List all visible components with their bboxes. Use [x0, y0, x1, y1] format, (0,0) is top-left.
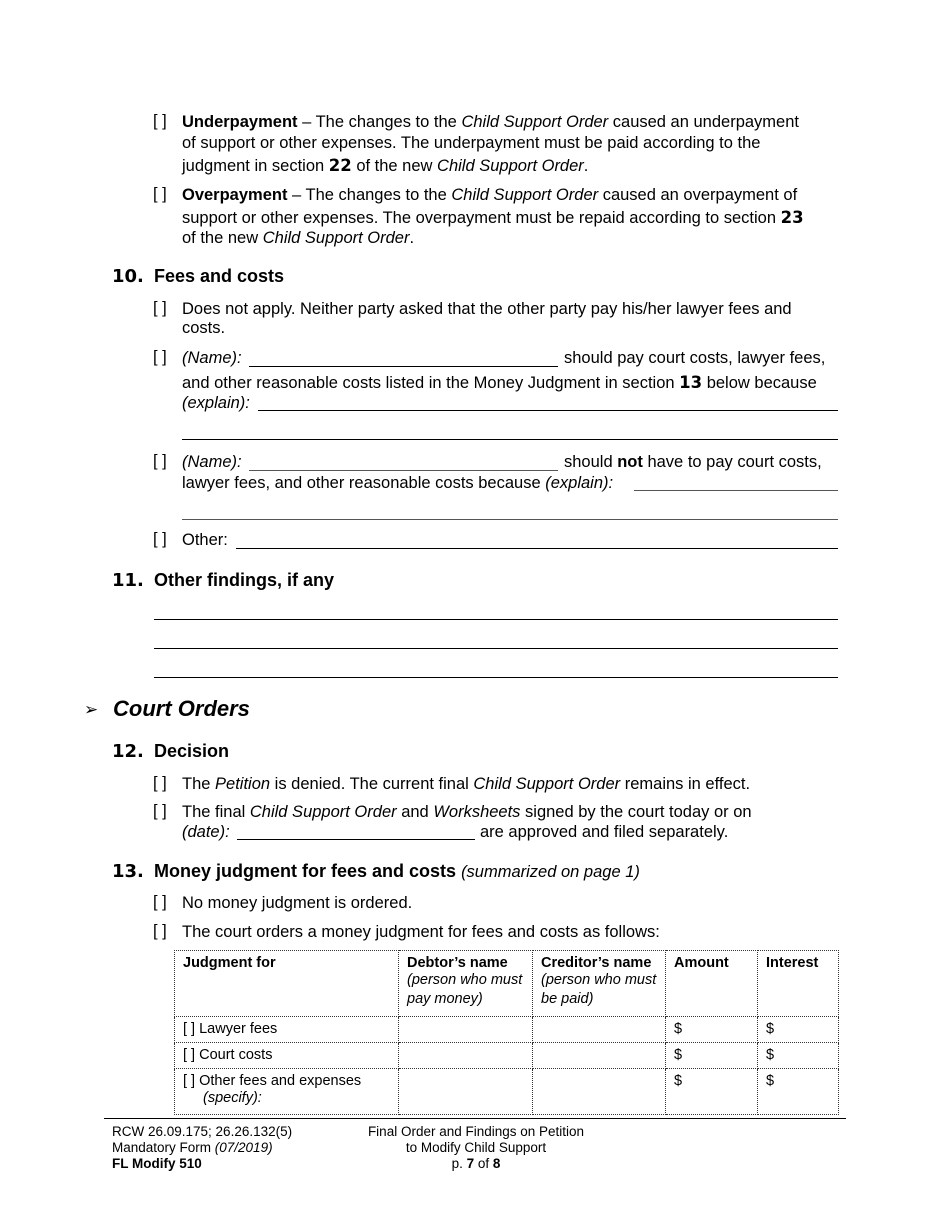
fees-should-pay-checkbox[interactable]: [ ]	[153, 348, 167, 366]
petition-denied-text: The Petition is denied. The current final Child Support Order remains in effect.	[182, 775, 751, 793]
petition-denied-checkbox[interactable]: [ ]	[153, 774, 167, 792]
section-10-number: 10.	[112, 266, 144, 287]
footer-left	[112, 1124, 292, 1172]
fees-not-apply-checkbox[interactable]: [ ]	[153, 299, 167, 317]
fees-not-pay-line-2: lawyer fees, and other reasonable costs because (explain):	[182, 474, 614, 492]
footer-divider	[104, 1118, 846, 1119]
fees-should-pay-explain-field[interactable]	[258, 410, 838, 411]
row-other-fees-label[interactable]: [ ] Other fees and expenses (specify):	[175, 1069, 399, 1115]
footer-title-1: Final Order and Findings on Petition	[367, 1124, 585, 1139]
other-findings-field-3[interactable]	[154, 677, 838, 678]
section-11-title: Other findings, if any	[154, 570, 335, 590]
overpayment-line-1: Overpayment – The changes to the Child Support Order caused an overpayment of	[182, 186, 798, 204]
row-other-fees-interest[interactable]: $	[758, 1069, 839, 1115]
row-court-costs-amount[interactable]: $	[666, 1043, 758, 1069]
fees-not-pay-name-field[interactable]	[249, 470, 558, 471]
underpayment-title: Underpayment	[182, 113, 298, 131]
fees-not-pay-checkbox[interactable]: [ ]	[153, 452, 167, 470]
underpayment-line-2: of support or other expenses. The underpayment must be paid according to the	[182, 134, 761, 152]
fees-should-pay-name-label: (Name):	[182, 349, 242, 367]
row-lawyer-fees-interest[interactable]: $	[758, 1017, 839, 1043]
money-judgment-text: The court orders a money judgment for fees and costs as follows:	[182, 923, 660, 941]
fees-should-pay-name-field[interactable]	[249, 366, 558, 367]
no-money-judgment-text: No money judgment is ordered.	[182, 894, 413, 912]
row-lawyer-fees-debtor[interactable]	[399, 1017, 533, 1043]
underpayment-checkbox[interactable]: [ ]	[153, 112, 167, 130]
order-approved-checkbox[interactable]: [ ]	[153, 802, 167, 820]
arrow-bullet-icon: ➢	[84, 700, 99, 720]
other-findings-field-1[interactable]	[154, 619, 838, 620]
table-row	[175, 1069, 839, 1115]
footer-title-2: to Modify Child Support	[405, 1140, 547, 1155]
footer-mandatory: Mandatory Form (07/2019)	[112, 1140, 273, 1155]
row-court-costs-label[interactable]: [ ] Court costs	[175, 1043, 399, 1069]
col-interest: Interest	[758, 951, 839, 1017]
col-amount: Amount	[666, 951, 758, 1017]
fees-other-field[interactable]	[236, 548, 838, 549]
row-lawyer-fees-label[interactable]: [ ] Lawyer fees	[175, 1017, 399, 1043]
row-court-costs-debtor[interactable]	[399, 1043, 533, 1069]
row-other-fees-amount[interactable]: $	[666, 1069, 758, 1115]
fees-other-checkbox[interactable]: [ ]	[153, 530, 167, 548]
overpayment-checkbox[interactable]: [ ]	[153, 185, 167, 203]
table-row	[175, 1017, 839, 1043]
fees-should-pay-explain-label: (explain):	[182, 394, 250, 412]
col-creditor-name: Creditor’s name (person who must be paid)	[533, 951, 666, 1017]
row-court-costs-interest[interactable]: $	[758, 1043, 839, 1069]
other-findings-field-2[interactable]	[154, 648, 838, 649]
fees-not-pay-line-1-end: should not have to pay court costs,	[564, 453, 822, 471]
fees-not-pay-explain-field[interactable]	[634, 490, 838, 491]
fees-should-pay-line-2: and other reasonable costs listed in the Money Judgment in section 13 below because	[182, 373, 817, 392]
court-orders-heading: Court Orders	[113, 696, 250, 721]
fees-should-pay-line-1-end: should pay court costs, lawyer fees,	[564, 349, 826, 367]
fees-not-pay-explain-field-2[interactable]	[182, 519, 838, 520]
money-judgment-table	[174, 950, 839, 1115]
section-13-number: 13.	[112, 861, 144, 882]
footer-rcw: RCW 26.09.175; 26.26.132(5)	[112, 1124, 293, 1139]
section-12-title: Decision	[154, 741, 230, 761]
footer-center	[345, 1124, 607, 1172]
section-12-number: 12.	[112, 741, 144, 762]
footer-page-number: p. 7 of 8	[451, 1156, 501, 1171]
row-other-fees-debtor[interactable]	[399, 1069, 533, 1115]
row-lawyer-fees-creditor[interactable]	[533, 1017, 666, 1043]
table-row	[175, 1043, 839, 1069]
overpayment-line-2: support or other expenses. The overpayment must be repaid according to section 23	[182, 208, 804, 227]
order-date-label: (date):	[182, 823, 230, 841]
overpayment-title: Overpayment	[182, 186, 288, 204]
fees-not-apply-line-2: costs.	[182, 319, 226, 337]
underpayment-line-1: Underpayment – The changes to the Child Support Order caused an underpayment	[182, 113, 799, 131]
section-13-title: Money judgment for fees and costs (summarized on page 1)	[154, 861, 640, 881]
col-debtor-name: Debtor’s name (person who must pay money)	[399, 951, 533, 1017]
section-10-title: Fees and costs	[154, 266, 285, 286]
order-approved-line-2-end: are approved and filed separately.	[480, 823, 729, 841]
fees-not-pay-name-label: (Name):	[182, 453, 242, 471]
overpayment-line-3: of the new Child Support Order.	[182, 229, 415, 247]
col-judgment-for: Judgment for	[175, 951, 399, 1017]
order-approved-line-1: The final Child Support Order and Worksheets signed by the court today or on	[182, 803, 752, 821]
footer-form-id: FL Modify 510	[112, 1156, 202, 1171]
fees-other-label: Other:	[182, 531, 228, 549]
no-money-judgment-checkbox[interactable]: [ ]	[153, 893, 167, 911]
order-date-field[interactable]	[237, 839, 475, 840]
money-judgment-checkbox[interactable]: [ ]	[153, 922, 167, 940]
underpayment-line-3: judgment in section 22 of the new Child Support Order.	[182, 156, 589, 175]
fees-should-pay-explain-field-2[interactable]	[182, 439, 838, 440]
table-header-row	[175, 951, 839, 1017]
fees-not-apply-line-1: Does not apply. Neither party asked that the other party pay his/her lawyer fees and	[182, 300, 792, 318]
section-11-number: 11.	[112, 570, 144, 591]
row-court-costs-creditor[interactable]	[533, 1043, 666, 1069]
row-other-fees-creditor[interactable]	[533, 1069, 666, 1115]
row-lawyer-fees-amount[interactable]: $	[666, 1017, 758, 1043]
